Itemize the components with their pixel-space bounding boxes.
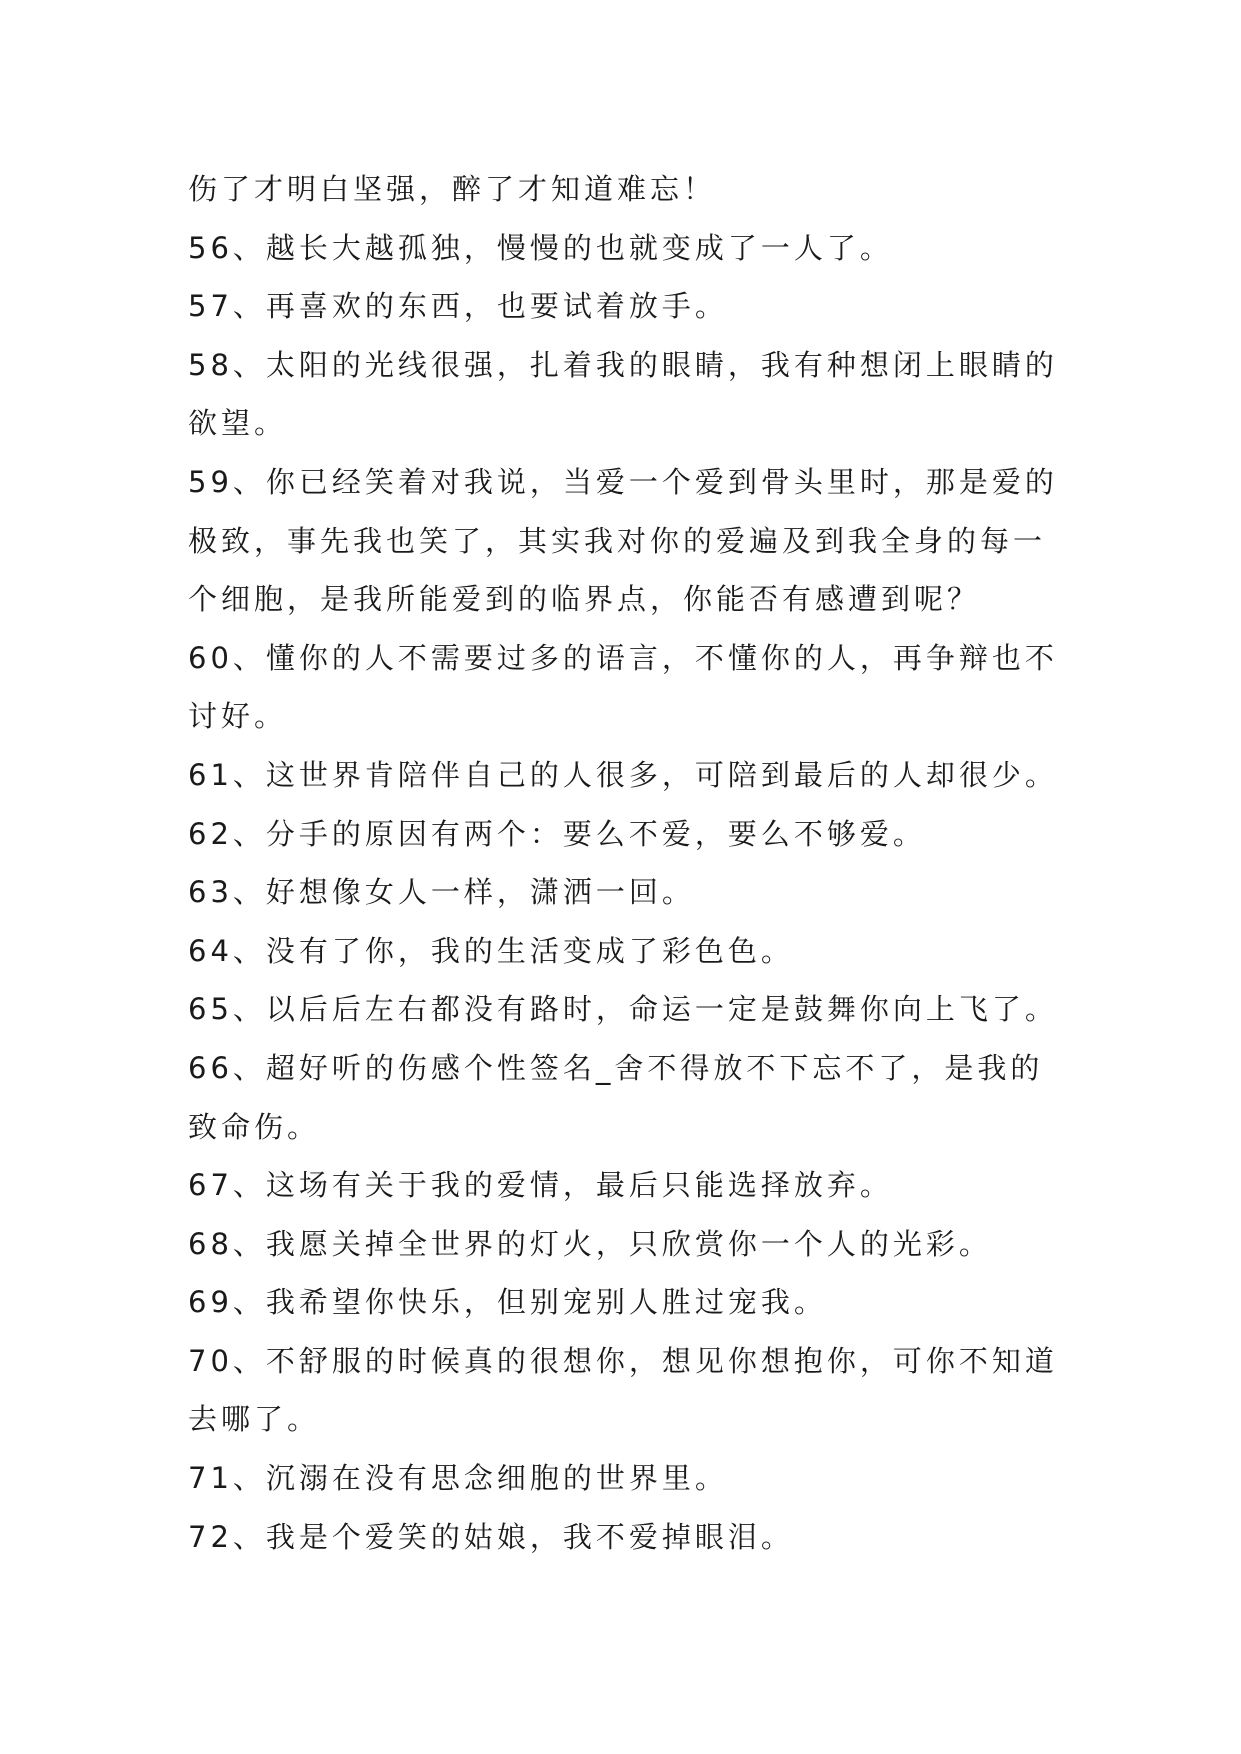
text-line: 64、没有了你，我的生活变成了彩色色。 (188, 933, 794, 968)
text-line: 60、懂你的人不需要过多的语言，不懂你的人，再争辩也不 (188, 640, 1058, 675)
text-line: 极致，事先我也笑了，其实我对你的爱遍及到我全身的每一 (188, 523, 1047, 558)
text-line: 61、这世界肯陪伴自己的人很多，可陪到最后的人却很少。 (188, 757, 1058, 792)
text-line: 致命伤。 (188, 1109, 321, 1144)
text-line: 66、超好听的伤感个性签名_舍不得放不下忘不了，是我的 (188, 1050, 1044, 1085)
text-line: 65、以后后左右都没有路时，命运一定是鼓舞你向上飞了。 (188, 992, 1058, 1027)
text-line: 欲望。 (188, 406, 288, 441)
text-line: 62、分手的原因有两个：要么不爱，要么不够爱。 (188, 816, 926, 851)
text-line: 67、这场有关于我的爱情，最后只能选择放弃。 (188, 1168, 893, 1203)
text-line: 68、我愿关掉全世界的灯火，只欣赏你一个人的光彩。 (188, 1226, 992, 1261)
text-line: 69、我希望你快乐，但别宠别人胜过宠我。 (188, 1285, 827, 1320)
text-line: 59、你已经笑着对我说，当爱一个爱到骨头里时，那是爱的 (188, 464, 1058, 499)
text-line: 个细胞，是我所能爱到的临界点，你能否有感遭到呢？ (188, 582, 981, 617)
text-line: 58、太阳的光线很强，扎着我的眼睛，我有种想闭上眼睛的 (188, 347, 1058, 382)
document-body (188, 160, 1088, 1566)
text-line: 57、再喜欢的东西，也要试着放手。 (188, 289, 728, 324)
text-line: 71、沉溺在没有思念细胞的世界里。 (188, 1461, 728, 1496)
text-line: 72、我是个爱笑的姑娘，我不爱掉眼泪。 (188, 1519, 794, 1554)
text-line: 70、不舒服的时候真的很想你，想见你想抱你，可你不知道 (188, 1343, 1058, 1378)
text-line: 伤了才明白坚强，醉了才知道难忘！ (188, 172, 717, 206)
text-line: 去哪了。 (188, 1402, 321, 1437)
text-line: 讨好。 (188, 699, 288, 734)
text-line: 63、好想像女人一样，潇洒一回。 (188, 875, 695, 910)
text-line: 56、越长大越孤独，慢慢的也就变成了一人了。 (188, 230, 893, 265)
